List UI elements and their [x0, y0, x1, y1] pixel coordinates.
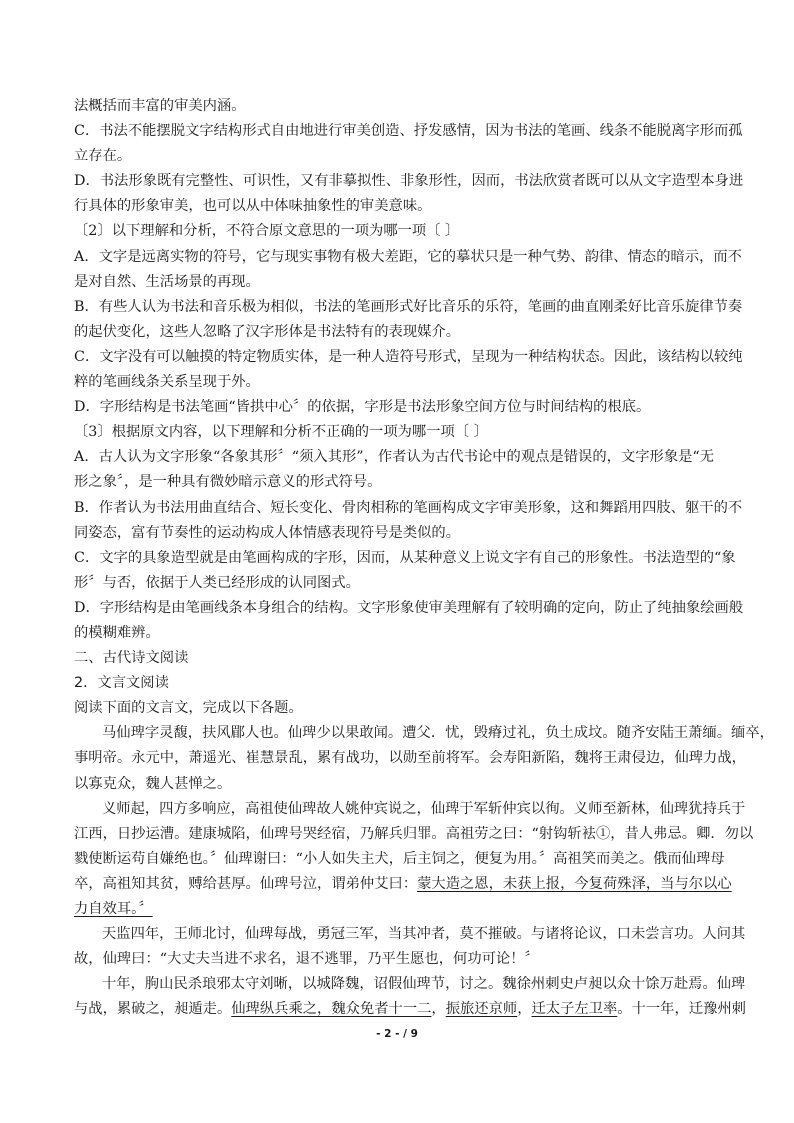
passage-line: 天监四年，王师北讨，仙琕每战，勇冠三军，当其冲者，莫不摧破。与诸将论议，口未尝言功。人问其 [102, 926, 746, 943]
underlined-sentence: 振旅还京师 [445, 1001, 518, 1018]
passage-line: 义师起，四方多响应，高祖使仙琕故人姚仲宾说之，仙琕于军斩仲宾以徇。义师至新林，仙琕犹持兵于 [102, 800, 746, 817]
passage-line: 戮使断运苟自嫌绝也。〞仙琕谢曰：“小人如失主犬，后主饲之，便复为用。〞高祖笑而美之。俄而仙琕母 [74, 850, 725, 867]
question-heading: 〔3〕根据原文内容，以下理解和分析不正确的一项为哪一项〔 〕 [74, 424, 488, 441]
page-content [74, 94, 774, 1022]
instruction-line: 阅读下面的文言文，完成以下各题。 [74, 700, 303, 717]
subsection-heading: 2．文言文阅读 [74, 675, 169, 692]
underlined-sentence: 蒙大造之恩，未获上报，今复荷殊泽，当与尔以心 [417, 875, 732, 892]
text-line: B．作者认为书法用曲直结合、短长变化、骨肉相称的笔画构成文字审美形象，这和舞蹈用四肢、躯干的不 [74, 499, 743, 516]
text-line: D．字形结构是由笔画线条本身组合的结构。文字形象使审美理解有了较明确的定向，防止了纯抽象绘画般 [74, 599, 744, 616]
passage-text: ， [517, 1001, 532, 1018]
text-line: 的模糊难辨。 [74, 624, 160, 641]
text-line: 同姿态，富有节奏性的运动构成人体情感表现符号是类似的。 [74, 524, 461, 541]
passage-line: 以寡克众，魏人甚惮之。 [74, 775, 232, 792]
section-heading: 二、古代诗文阅读 [74, 650, 189, 667]
passage-line: 故，仙琕曰：“大丈夫当进不求名，退不逃罪，乃平生愿也，何功可论！〞 [74, 951, 539, 968]
underlined-sentence: 迁太子左卫率 [531, 1001, 618, 1018]
passage-text: ， [431, 1001, 446, 1018]
passage-text: 卒，高祖知其贫，赙给甚厚。仙琕号泣，谓弟仲艾曰： [74, 875, 418, 892]
passage-line: 江西，日抄运漕。建康城陷，仙琕号哭经宿，乃解兵归罪。高祖劳之曰：“射钩斩袪①，昔人弗忌。卿．勿以 [74, 825, 754, 842]
text-line: 法概括而丰富的审美内涵。 [74, 98, 246, 114]
text-line: A．文字是远离实物的符号，它与现实事物有极大差距，它的摹状只是一种气势、韵律、情态的暗示，而不 [74, 248, 742, 265]
question-heading: 〔2〕以下理解和分析，不符合原文意思的一项为哪一项〔 〕 [74, 223, 460, 240]
text-line: 是对自然、生活场景的再现。 [74, 273, 260, 290]
text-line: C．文字没有可以触摸的特定物质实体，是一种人造符号形式，呈现为一种结构状态。因此，该结构以较纯 [74, 348, 743, 365]
passage-line: 十年，朐山民杀琅邪太守刘晰，以城降魏，诏假仙琕节，讨之。魏徐州刺史卢昶以众十馀万赴焉。仙琕 [102, 976, 746, 993]
text-line: D．书法形象既有完整性、可识性，又有非摹拟性、非象形性，因而，书法欣赏者既可以从文字造型本身进 [74, 173, 744, 190]
passage-line: 事明帝。永元中，萧遥光、崔慧景乱，累有战功，以勋至前将军。会寿阳新陷，魏将王肃侵边，仙琕力战， [74, 750, 746, 767]
text-line: B．有些人认为书法和音乐极为相似，书法的笔画形式好比音乐的乐符，笔画的曲直刚柔好比音乐旋律节奏 [74, 298, 743, 315]
text-line: 立存在。 [74, 148, 132, 165]
text-line: D．字形结构是书法笔画“皆拱中心〞的依据，字形是书法形象空间方位与时间结构的根底。 [74, 399, 651, 416]
text-line: C．文字的具象造型就是由笔画构成的字形，因而，从某种意义上说文字有自己的形象性。书法造型的“象 [74, 549, 736, 566]
page-number: - 2 - / 9 [376, 1028, 418, 1040]
text-line: 的起伏变化，这些人忽略了汉字形体是书法特有的表现媒介。 [74, 323, 461, 340]
passage-line [74, 997, 746, 1022]
text-line: 形之象〞，是一种具有微妙暗示意义的形式符号。 [74, 474, 382, 491]
passage-line: 力自效耳。〞 [74, 901, 153, 917]
underlined-sentence: 仙琕纵兵乘之，魏众免者十一二 [231, 1001, 432, 1018]
text-line: C．书法不能摆脱文字结构形式自由地进行审美创造、抒发感情，因为书法的笔画、线条不能脱离字形而孤 [74, 123, 743, 140]
text-line: 粹的笔画线条关系呈现于外。 [74, 374, 260, 391]
passage-line [74, 872, 732, 897]
passage-text: 。十一年，迁豫州刺 [617, 1001, 746, 1018]
text-line: 行具体的形象审美，也可以从中体味抽象性的审美意味。 [74, 198, 432, 215]
passage-text: 与战，累破之，昶遁走。 [74, 1001, 232, 1018]
passage-line: 马仙琕字灵馥，扶风郿人也。仙琕少以果敢闻。遭父．忧，毁瘠过礼，负土成坟。随齐安陆王萧缅。缅卒， [102, 725, 774, 742]
text-line: 形〞与否，依据于人类已经形成的认同图式。 [74, 574, 360, 591]
text-line: A．古人认为文字形象“各象其形〞“须入其形”，作者认为古代书论中的观点是错误的，文字形象是“无 [74, 449, 715, 466]
